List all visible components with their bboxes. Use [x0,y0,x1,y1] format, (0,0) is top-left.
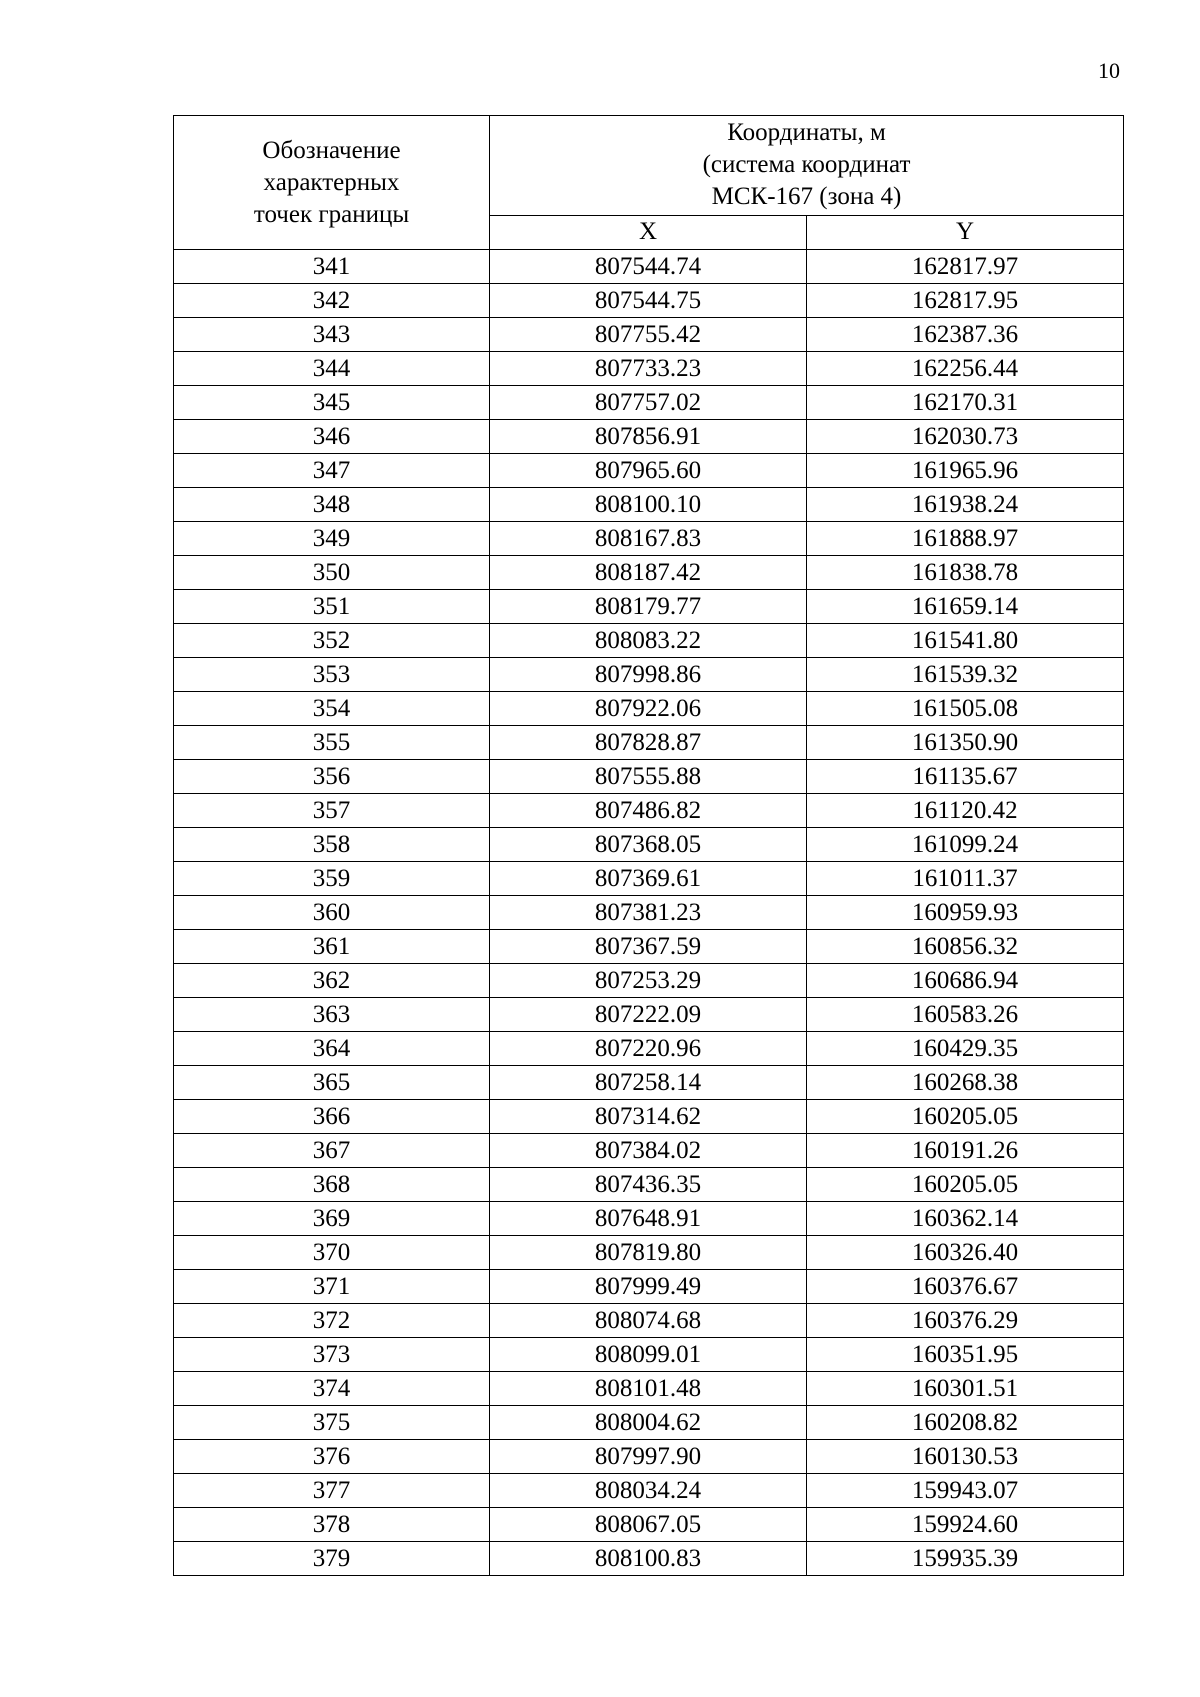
y-cell: 160429.35 [807,1032,1124,1066]
x-cell: 808004.62 [490,1406,807,1440]
x-cell: 807367.59 [490,930,807,964]
table-row [174,1202,1124,1236]
x-cell: 807999.49 [490,1270,807,1304]
x-cell: 808074.68 [490,1304,807,1338]
point-cell: 367 [174,1134,490,1168]
y-cell: 161120.42 [807,794,1124,828]
x-cell: 807828.87 [490,726,807,760]
y-cell: 161541.80 [807,624,1124,658]
table-row [174,1542,1124,1576]
point-cell: 345 [174,386,490,420]
x-cell: 808179.77 [490,590,807,624]
y-cell: 160208.82 [807,1406,1124,1440]
page-number: 10 [1098,58,1120,83]
x-cell: 807220.96 [490,1032,807,1066]
y-cell: 160130.53 [807,1440,1124,1474]
x-cell: 807555.88 [490,760,807,794]
x-cell: 807368.05 [490,828,807,862]
x-cell: 807997.90 [490,1440,807,1474]
y-cell: 161539.32 [807,658,1124,692]
x-cell: 808101.48 [490,1372,807,1406]
y-cell: 160351.95 [807,1338,1124,1372]
table-row [174,250,1124,284]
x-cell: 807998.86 [490,658,807,692]
y-cell: 159924.60 [807,1508,1124,1542]
table-row [174,1508,1124,1542]
x-cell: 807819.80 [490,1236,807,1270]
table-row [174,454,1124,488]
y-cell: 160686.94 [807,964,1124,998]
table-row [174,1406,1124,1440]
point-cell: 354 [174,692,490,726]
table-header [174,116,1124,250]
table-row [174,760,1124,794]
y-cell: 161011.37 [807,862,1124,896]
point-cell: 355 [174,726,490,760]
table-row [174,556,1124,590]
point-label-header [174,116,490,250]
table-row [174,1032,1124,1066]
y-cell: 161135.67 [807,760,1124,794]
x-cell: 807755.42 [490,318,807,352]
y-cell: 161099.24 [807,828,1124,862]
point-cell: 375 [174,1406,490,1440]
point-cell: 369 [174,1202,490,1236]
x-cell: 807384.02 [490,1134,807,1168]
point-cell: 353 [174,658,490,692]
table-row [174,624,1124,658]
point-cell: 348 [174,488,490,522]
point-cell: 358 [174,828,490,862]
y-cell: 162817.97 [807,250,1124,284]
table-row [174,896,1124,930]
table-row [174,420,1124,454]
table-row [174,1134,1124,1168]
x-cell: 807544.74 [490,250,807,284]
x-cell: 808083.22 [490,624,807,658]
table-row [174,1168,1124,1202]
table-row [174,692,1124,726]
x-cell: 808067.05 [490,1508,807,1542]
y-cell: 160856.32 [807,930,1124,964]
y-cell: 160376.67 [807,1270,1124,1304]
y-cell: 160268.38 [807,1066,1124,1100]
x-cell: 808034.24 [490,1474,807,1508]
x-cell: 807486.82 [490,794,807,828]
point-cell: 370 [174,1236,490,1270]
point-cell: 373 [174,1338,490,1372]
point-cell: 379 [174,1542,490,1576]
x-column-header: X [490,215,807,249]
y-column-header: Y [807,215,1124,249]
point-cell: 362 [174,964,490,998]
point-cell: 344 [174,352,490,386]
x-cell: 807314.62 [490,1100,807,1134]
point-cell: 351 [174,590,490,624]
y-cell: 162170.31 [807,386,1124,420]
table-row [174,352,1124,386]
point-cell: 366 [174,1100,490,1134]
point-cell: 374 [174,1372,490,1406]
table-row [174,1236,1124,1270]
y-cell: 160301.51 [807,1372,1124,1406]
y-cell: 160205.05 [807,1100,1124,1134]
point-cell: 371 [174,1270,490,1304]
point-cell: 341 [174,250,490,284]
x-cell: 807648.91 [490,1202,807,1236]
table-row [174,1338,1124,1372]
table-row [174,998,1124,1032]
table-row [174,1100,1124,1134]
point-cell: 350 [174,556,490,590]
x-cell: 807965.60 [490,454,807,488]
table-row [174,1440,1124,1474]
x-cell: 807253.29 [490,964,807,998]
x-cell: 808187.42 [490,556,807,590]
y-cell: 162817.95 [807,284,1124,318]
table-row [174,964,1124,998]
coordinates-title-line-1: Координаты, м [727,119,886,147]
x-cell: 808100.10 [490,488,807,522]
x-cell: 807222.09 [490,998,807,1032]
y-cell: 162030.73 [807,420,1124,454]
y-cell: 162387.36 [807,318,1124,352]
y-cell: 160205.05 [807,1168,1124,1202]
point-cell: 377 [174,1474,490,1508]
point-label-line-3: точек границы [253,200,410,228]
table-row [174,386,1124,420]
point-cell: 347 [174,454,490,488]
point-cell: 361 [174,930,490,964]
table-row [174,930,1124,964]
x-cell: 807922.06 [490,692,807,726]
x-cell: 807733.23 [490,352,807,386]
table-row [174,1474,1124,1508]
y-cell: 160326.40 [807,1236,1124,1270]
point-cell: 378 [174,1508,490,1542]
table-row [174,522,1124,556]
point-cell: 364 [174,1032,490,1066]
table-row [174,828,1124,862]
table-row [174,794,1124,828]
y-cell: 160583.26 [807,998,1124,1032]
table-row [174,1066,1124,1100]
table-row [174,726,1124,760]
y-cell: 161350.90 [807,726,1124,760]
y-cell: 161888.97 [807,522,1124,556]
x-cell: 807369.61 [490,862,807,896]
y-cell: 160191.26 [807,1134,1124,1168]
table-row [174,284,1124,318]
table-row [174,1372,1124,1406]
table-row [174,318,1124,352]
x-cell: 807757.02 [490,386,807,420]
point-label-line-2: характерных [263,168,400,196]
table-row [174,1270,1124,1304]
x-cell: 808099.01 [490,1338,807,1372]
table-row [174,658,1124,692]
x-cell: 808167.83 [490,522,807,556]
x-cell: 807544.75 [490,284,807,318]
y-cell: 162256.44 [807,352,1124,386]
point-cell: 352 [174,624,490,658]
table-row [174,862,1124,896]
x-cell: 807381.23 [490,896,807,930]
table-row [174,488,1124,522]
point-cell: 363 [174,998,490,1032]
x-cell: 807258.14 [490,1066,807,1100]
table-row [174,590,1124,624]
y-cell: 161965.96 [807,454,1124,488]
y-cell: 161505.08 [807,692,1124,726]
coordinates-header [490,116,1124,216]
point-cell: 342 [174,284,490,318]
point-cell: 359 [174,862,490,896]
y-cell: 159943.07 [807,1474,1124,1508]
coordinates-title-line-3: МСК-167 (зона 4) [711,183,902,211]
y-cell: 161938.24 [807,488,1124,522]
x-cell: 807856.91 [490,420,807,454]
point-cell: 376 [174,1440,490,1474]
coordinates-title-line-2: (система координат [702,151,911,179]
y-cell: 160376.29 [807,1304,1124,1338]
point-cell: 343 [174,318,490,352]
point-cell: 360 [174,896,490,930]
point-cell: 372 [174,1304,490,1338]
point-cell: 357 [174,794,490,828]
point-cell: 349 [174,522,490,556]
x-cell: 808100.83 [490,1542,807,1576]
point-cell: 368 [174,1168,490,1202]
y-cell: 160959.93 [807,896,1124,930]
x-cell: 807436.35 [490,1168,807,1202]
point-label-line-1: Обозначение [262,136,401,164]
y-cell: 160362.14 [807,1202,1124,1236]
y-cell: 161659.14 [807,590,1124,624]
point-cell: 365 [174,1066,490,1100]
point-cell: 356 [174,760,490,794]
y-cell: 161838.78 [807,556,1124,590]
table-body [174,250,1124,1576]
point-cell: 346 [174,420,490,454]
table-row [174,1304,1124,1338]
coordinates-table [173,115,1124,1576]
y-cell: 159935.39 [807,1542,1124,1576]
